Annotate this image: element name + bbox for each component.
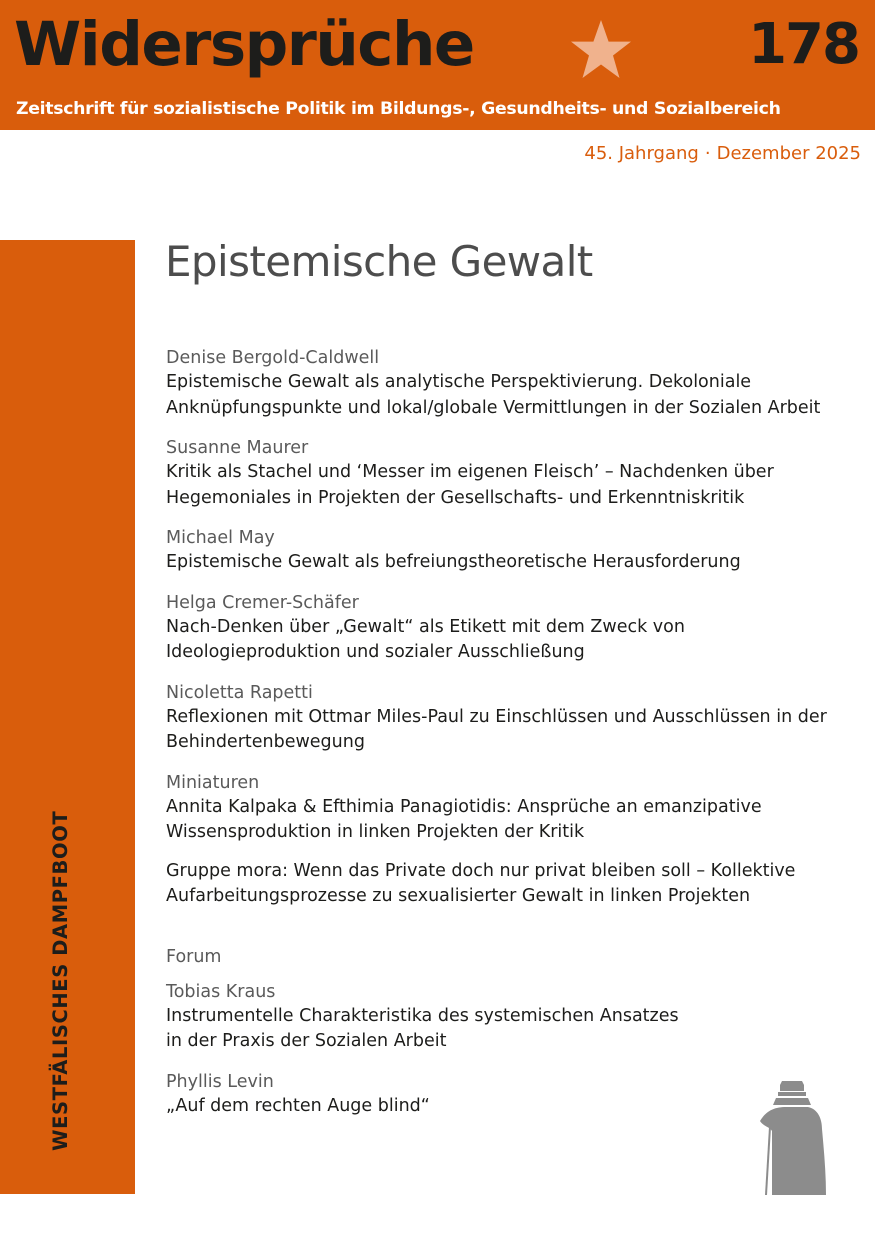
toc-title-line: in der Praxis der Sozialen Arbeit [166,1031,447,1051]
toc-author: Denise Bergold-Caldwell [166,348,380,368]
toc-author: Phyllis Levin [166,1071,274,1092]
volume: 45. Jahrgang [584,143,699,164]
magazine-title: Widersprüche [14,9,474,80]
toc-entry [166,436,856,511]
issue-theme: Epistemische Gewalt [165,237,593,286]
toc-author: Tobias Kraus [166,981,276,1002]
cover-header [0,0,875,130]
toc-title: Epistemische Gewalt als befreiungstheoretische Herausforderung [166,552,741,572]
star-icon [569,18,633,80]
toc-title: „Auf dem rechten Auge blind“ [166,1095,430,1116]
table-of-contents [166,346,856,1134]
toc-entry [166,681,856,756]
toc-entry [166,1070,856,1120]
toc-author: Helga Cremer-Schäfer [166,592,359,613]
toc-author: Michael May [166,528,275,548]
toc-title: Kritik als Stachel und ‘Messer im eigenen Fleisch’ – Nachdenken über Hegemoniales in Projekten der Gesellschafts- und Erkenntniskritik [166,462,774,508]
toc-title: Epistemische Gewalt als analytische Perspektivierung. Dekoloniale Anknüpfungspunkte und lokal/globale Vermittlungen in der Sozialen Arbeit [166,372,821,418]
steamboat-logo-icon [756,1077,828,1196]
miniaturen-section [166,771,856,910]
section-label-miniaturen: Miniaturen [166,772,260,793]
toc-entry [166,591,856,666]
issue-number: 178 [748,12,859,77]
miniatur-item: Annita Kalpaka & Efthimia Panagiotidis: Ansprüche an emanzipative Wissensproduktion in linken Projekten der Kritik [166,796,762,842]
toc-author: Susanne Maurer [166,438,309,458]
issue-date: Dezember 2025 [716,143,861,164]
toc-title: Nach-Denken über „Gewalt“ als Etikett mit dem Zweck von Ideologieproduktion und sozialer Ausschließung [166,616,685,662]
publisher-name: WESTFÄLISCHES DAMPFBOOT [49,810,72,1151]
magazine-subtitle: Zeitschrift für sozialistische Politik im Bildungs-, Gesundheits- und Sozialbereich [16,99,781,119]
forum-section [166,945,856,1120]
toc-title: Reflexionen mit Ottmar Miles-Paul zu Einschlüssen und Ausschlüssen in der Behindertenbewegung [166,706,827,752]
section-label-forum: Forum [166,946,222,967]
toc-title-line: Instrumentelle Charakteristika des systemischen Ansatzes [166,1005,679,1026]
miniatur-item: Gruppe mora: Wenn das Private doch nur privat bleiben soll – Kollektive Aufarbeitungsprozesse zu sexualisierter Gewalt in linken Projekten [166,860,796,906]
edition-line [584,142,861,166]
toc-entry [166,346,856,421]
toc-entry [166,526,856,576]
toc-author: Nicoletta Rapetti [166,682,313,703]
separator: · [704,143,711,164]
toc-entry [166,980,856,1055]
